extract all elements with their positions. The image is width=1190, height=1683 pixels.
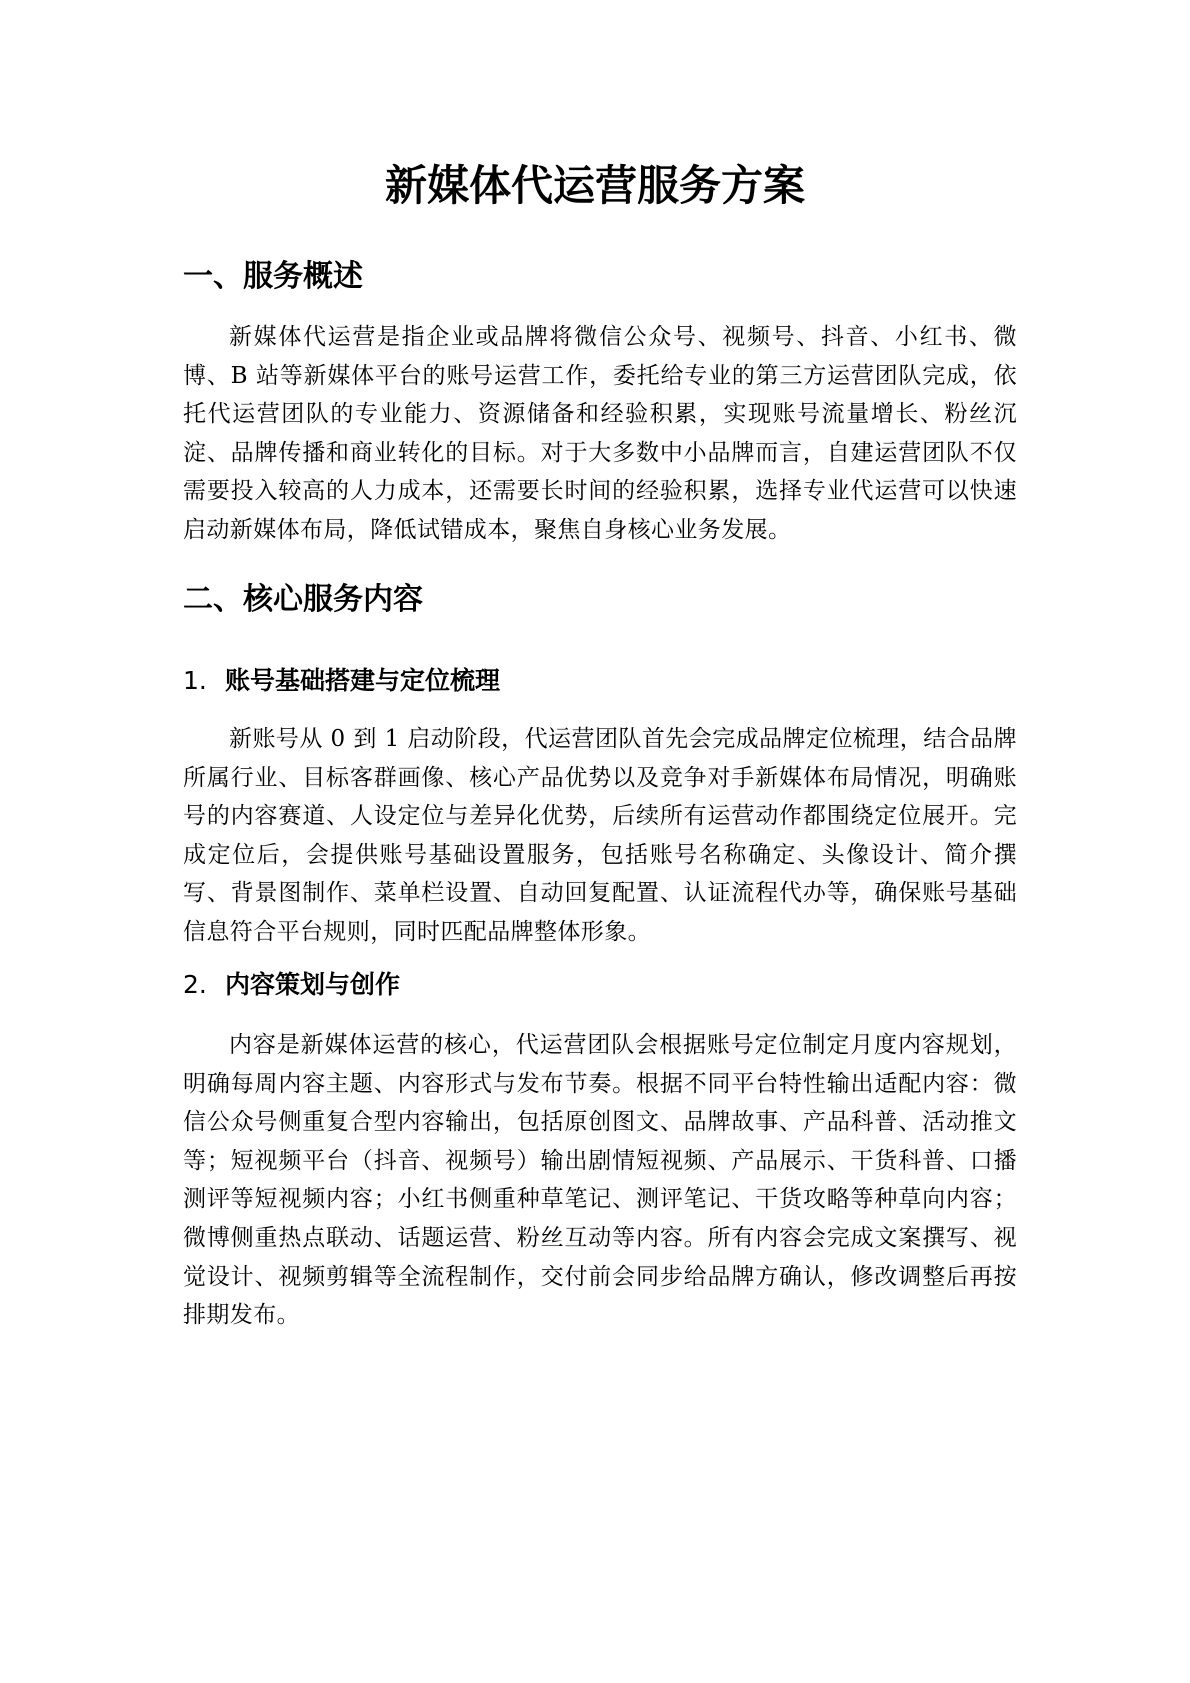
document-title: 新媒体代运营服务方案: [384, 161, 805, 210]
subsection-heading-account-setup: [183, 664, 500, 698]
content-creation-paragraph: 内容是新媒体运营的核心，代运营团队会根据账号定位制定月度内容规划，明确每周内容主题、内容形式与发布节奏。根据不同平台特性输出适配内容：微信公众号侧重复合型内容输出，包括原创图文、品牌故事、产品科普、活动推文等；短视频平台（抖音、视频号）输出剧情短视频、产品展示、干货科普、口播测评等短视频内容；小红书侧重种草笔记、测评笔记、干货攻略等种草向内容；微博侧重热点联动、话题运营、粉丝互动等内容。所有内容会完成文案撰写、视觉设计、视频剪辑等全流程制作，交付前会同步给品牌方确认，修改调整后再按排期发布。: [183, 1032, 1017, 1329]
account-setup-paragraph: 新账号从 0 到 1 启动阶段，代运营团队首先会完成品牌定位梳理，结合品牌所属行业、目标客群画像、核心产品优势以及竞争对手新媒体布局情况，明确账号的内容赛道、人设定位与差异化优势，后续所有运营动作都围绕定位展开。完成定位后，会提供账号基础设置服务，包括账号名称确定、头像设计、简介撰写、背景图制作、菜单栏设置、自动回复配置、认证流程代办等，确保账号基础信息符合平台规则，同时匹配品牌整体形象。: [183, 726, 1017, 945]
subsection-number: 2.: [183, 970, 207, 999]
subsection-title: 账号基础搭建与定位梳理: [225, 666, 501, 695]
section-heading-core-services: 二、核心服务内容: [183, 582, 423, 617]
subsection-number: 1.: [183, 666, 207, 695]
section-heading-overview: 一、服务概述: [183, 259, 363, 294]
subsection-heading-content-creation: [183, 968, 400, 1002]
subsection-title: 内容策划与创作: [225, 970, 401, 999]
overview-paragraph: 新媒体代运营是指企业或品牌将微信公众号、视频号、抖音、小红书、微博、B 站等新媒体平台的账号运营工作，委托给专业的第三方运营团队完成，依托代运营团队的专业能力、资源储备和经验积累，实现账号流量增长、粉丝沉淀、品牌传播和商业转化的目标。对于大多数中小品牌而言，自建运营团队不仅需要投入较高的人力成本，还需要长时间的经验积累，选择专业代运营可以快速启动新媒体布局，降低试错成本，聚焦自身核心业务发展。: [183, 324, 1017, 543]
